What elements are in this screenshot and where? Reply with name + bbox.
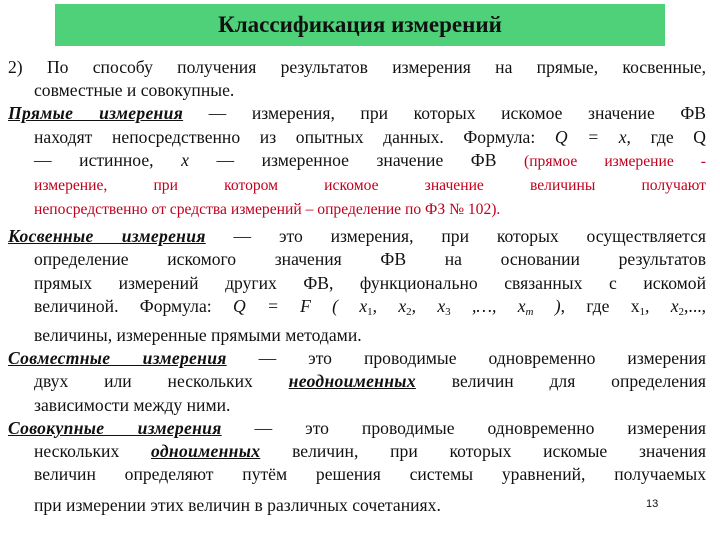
indirect-term: Косвенные измерения	[8, 226, 206, 247]
indirect-line-4: величиной. Формула: Q = F ( $x_1$, $x_2$, $x_3$ ,…, $x_m$ ), где $x_1$, $x_2$,...,	[34, 295, 707, 318]
indirect-line-3: прямых измерений других ФВ, функционально связанных с искомой	[34, 272, 706, 293]
indirect-formula: Q = F ( x	[232, 295, 368, 316]
cumulative-line-3: величин определяют путём решения системы уравнений, получаемых	[34, 464, 706, 485]
cumulative-line-2: нескольких одноименных величин, при которых искомые значения	[34, 441, 706, 462]
joint-emphasis: неодноименных	[288, 371, 416, 392]
indirect-line-2: определение искомого значения ФВ на основании результатов	[34, 249, 706, 270]
cumulative-emphasis: одноименных	[151, 441, 261, 462]
slide-content	[8, 56, 706, 518]
joint-term: Совместные измерения	[8, 348, 227, 369]
direct-note-line-2: измерение, при котором искомое значение величины получают	[34, 177, 706, 195]
cumulative-line-4: при измерении этих величин в различных сочетаниях.	[34, 495, 441, 516]
cumulative-term: Совокупные измерения	[8, 417, 222, 438]
joint-line-2: двух или нескольких неодноименных величин для определения	[34, 371, 706, 392]
indirect-line-5: величины, измеренные прямыми методами.	[34, 325, 362, 346]
direct-note: (прямое измерение -	[524, 152, 706, 170]
joint-line-1: Совместные измерения — это проводимые одновременно измерения	[8, 348, 706, 369]
joint-line-3: зависимости между ними.	[34, 394, 231, 415]
direct-line-2: находят непосредственно из опытных данных. Формула: Q = x, где Q	[34, 126, 707, 147]
direct-line-3: — истинное, x — измеренное значение ФВ (прямое измерение -	[34, 149, 706, 170]
title-bar	[55, 4, 665, 46]
intro-line-2: совместные и совокупные.	[34, 80, 235, 101]
slide-title: Классификация измерений	[218, 12, 502, 37]
direct-formula: Q = x	[554, 126, 627, 147]
direct-line-1: Прямые измерения — измерения, при которых искомое значение ФВ	[8, 103, 706, 124]
cumulative-line-1: Совокупные измерения — это проводимые одновременно измерения	[8, 417, 706, 438]
intro-line-1: 2) По способу получения результатов измерения на прямые, косвенные,	[8, 57, 706, 77]
indirect-line-1: Косвенные измерения — это измерения, при которых осуществляется	[8, 226, 706, 247]
direct-term: Прямые измерения	[8, 103, 184, 124]
direct-note-line-3: непосредственно от средства измерений – определение по ФЗ № 102).	[34, 201, 501, 219]
page-number: 13	[646, 498, 659, 510]
